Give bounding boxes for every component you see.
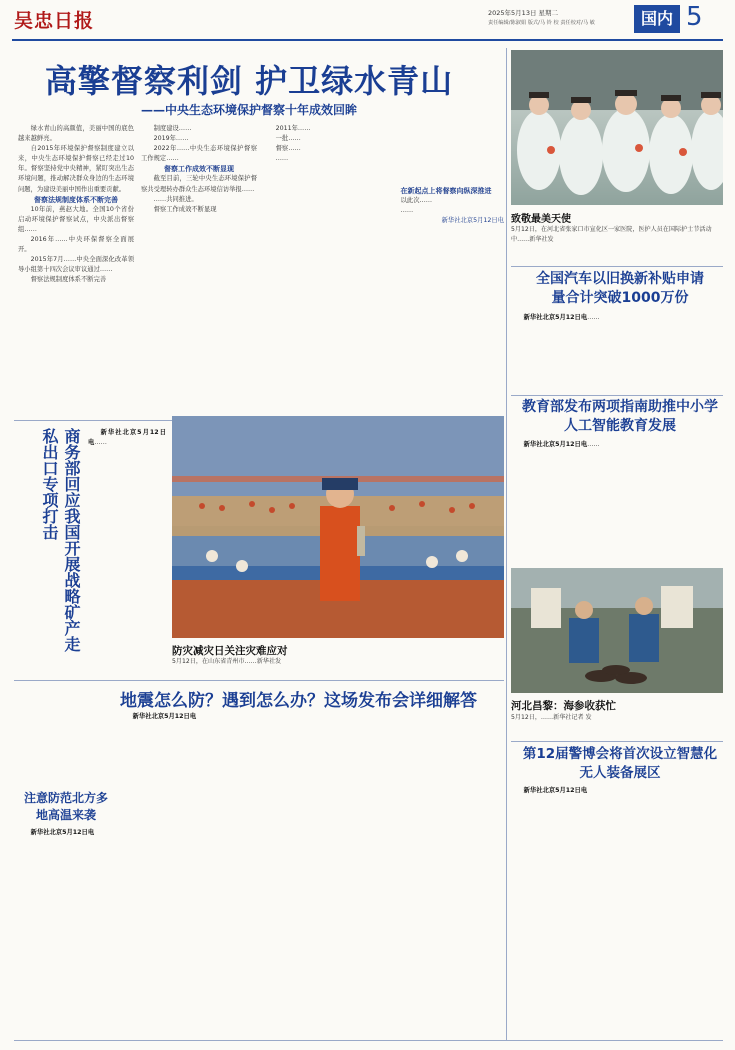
divider xyxy=(14,680,504,681)
lead-column-3: 2011年…… 一批…… 督察…… …… xyxy=(275,125,311,163)
section-tab: 国内 xyxy=(634,5,680,33)
expo-headline: 第12届警博会将首次设立智慧化无人装备展区 xyxy=(522,746,718,781)
lead-column-2: 制度建设…… 2019年…… 2022年……中央生态环境保护督察工作规定…… 督察工作成效不断显现 截至目前，三轮中央生态环境保护督察共受理转办群众生态环境信访举报…… ……共同推进。 督察工作成效不断显现 xyxy=(141,125,257,213)
newspaper-logo: 吴忠日报 xyxy=(14,10,95,32)
issue-date: 2025年5月13日 星期二 xyxy=(488,9,559,17)
quake-headline: 地震怎么防？遇到怎么办？这场发布会详细解答 xyxy=(120,691,477,711)
edu-headline: 教育部发布两项指南助推中小学人工智能教育发展 xyxy=(522,399,718,434)
lead-column-4: 在新起点上将督察向纵深推进 以此次…… …… 新华社北京5月12日电 xyxy=(400,187,504,225)
divider xyxy=(511,266,723,267)
trade-in-headline: 全国汽车以旧换新补贴申请量合计突破1000万份 xyxy=(536,271,704,306)
divider xyxy=(511,395,723,396)
editor-credits: 责任编辑/陈淑娟 版式/马 铃 校 责任校对/马 敏 xyxy=(488,20,595,26)
nurses-photo-caption-title: 致敬最美天使 xyxy=(511,214,571,225)
weather-headline: 注意防范北方多地高温来袭 xyxy=(23,791,108,822)
disaster-photo-title: 防灾减灾日关注灾难应对 xyxy=(172,645,288,657)
expo-body: 新华社北京5月12日电 xyxy=(523,787,588,794)
masthead-rule xyxy=(12,39,723,41)
lead-headline: 高擎督察利剑 护卫绿水青山 xyxy=(44,62,454,100)
disaster-drill-photo xyxy=(172,416,504,638)
page-number: 5 xyxy=(686,2,703,32)
trade-body: 新华社北京5月12日电…… xyxy=(88,429,166,447)
column-divider xyxy=(14,1040,723,1041)
sea-cucumber-title: 河北昌黎：海参收获忙 xyxy=(511,700,616,712)
sea-cucumber-caption: 5月12日，……新华社记者 发 xyxy=(511,714,592,721)
trade-body-lower xyxy=(18,686,114,770)
divider xyxy=(511,741,723,742)
masthead xyxy=(0,0,735,44)
lead-subtitle: ——中央生态环境保护督察十年成效回眸 xyxy=(140,103,357,117)
quake-body: 新华社北京5月12日电 xyxy=(132,713,197,720)
disaster-photo-caption: 5月12日，在山东省青州市……新华社发 xyxy=(172,658,282,665)
nurses-photo xyxy=(511,50,723,205)
lead-column-1: 绿水青山的高颜值，美丽中国的底色越来越鲜亮。 自2015年环境保护督察制度建立以来，中央生态环境保护督察已经走过10年。督察坚持党中央精神，紧盯突出生态环境问题，推动解决群众身边的生态环境问题，为建设美丽中国作出重要贡献。 督察法规制度体系不断完善 10年前，燕赵大地。全国10个省份启动环境保护督察试点，中央派出督察组…… 2016年……中央环保督察全面展开。 2015年7月……中央全面深化改革领导小组第十四次会议审议通过…… 督察法规制度体系不断完善 xyxy=(18,125,134,284)
trade-in-body: 新华社北京5月12日电…… xyxy=(523,314,600,321)
weather-body: 新华社北京5月12日电 xyxy=(30,829,95,836)
column-divider xyxy=(506,48,507,1040)
sea-cucumber-photo xyxy=(511,568,723,693)
trade-cont-body xyxy=(18,660,166,680)
nurses-illustration xyxy=(511,50,723,205)
stadium-illustration xyxy=(172,416,504,638)
edu-body: 新华社北京5月12日电…… xyxy=(523,441,600,448)
nurses-photo-caption: 5月12日，在河北省张家口市宣化区一家医院，医护人员在国际护士节活动中……新华社发 xyxy=(511,226,712,243)
harvest-illustration xyxy=(511,568,723,693)
trade-headline: 商务部回应我国开展战略矿产走私出口专项打击 xyxy=(40,428,81,652)
